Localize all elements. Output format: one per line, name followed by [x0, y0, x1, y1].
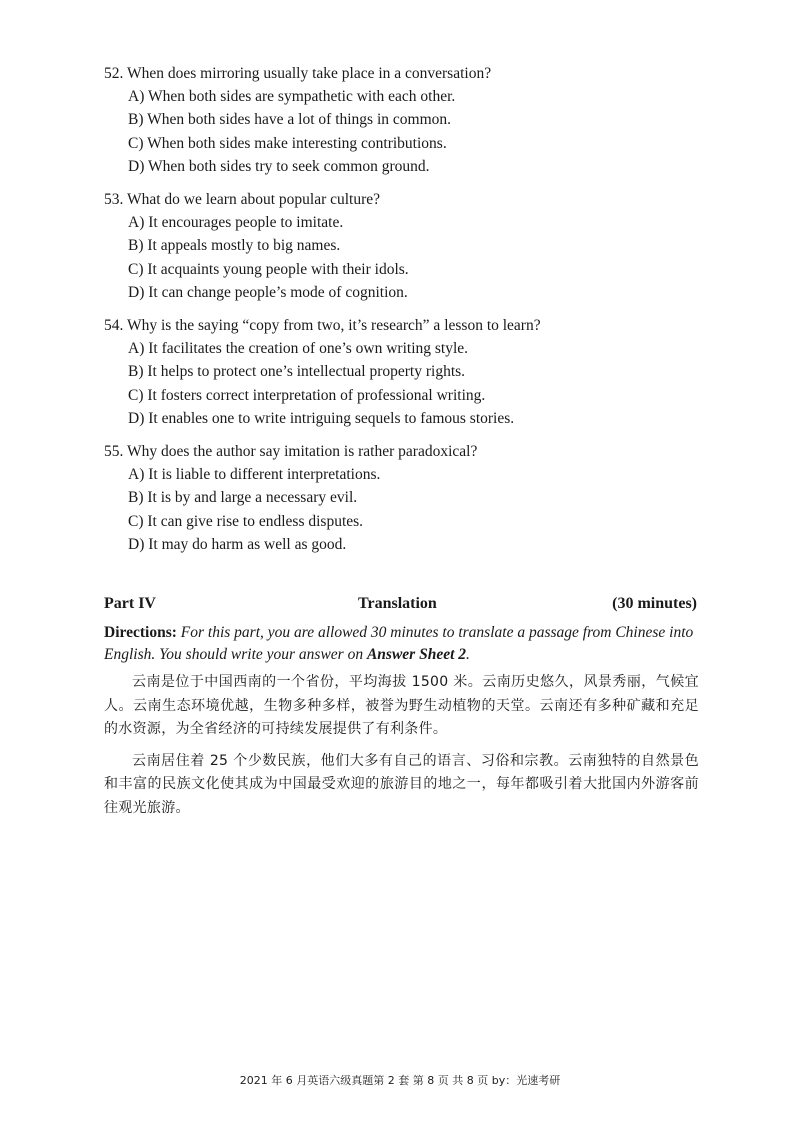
passage-paragraph-1: 云南是位于中国西南的一个省份，平均海拔 1500 米。云南历史悠久，风景秀丽，气候宜人。云南生态环境优越，生物多种多样，被誉为野生动植物的天堂。云南还有多种矿藏和充足的水资源，为全省经济的可持续发展提供了有利条件。 [104, 674, 699, 737]
option-a: A) It encourages people to imitate. [128, 214, 344, 232]
option-b: B) It appeals mostly to big names. [128, 237, 341, 255]
answer-sheet-name: Answer Sheet 2 [366, 646, 467, 663]
option-b: B) It helps to protect one’s intellectual property rights. [128, 363, 466, 381]
option-a: A) When both sides are sympathetic with each other. [128, 88, 456, 106]
translation-passage [104, 671, 699, 828]
directions-text: For this part, you are allowed 30 minutes to translate a passage from Chinese into English. You should write your answer on [104, 624, 694, 663]
option-d: D) It enables one to write intriguing sequels to famous stories. [128, 409, 515, 427]
question-stem: 52. When does mirroring usually take place in a conversation? [104, 65, 492, 82]
question-stem: 55. Why does the author say imitation is rather paradoxical? [104, 443, 478, 461]
part-title: Translation [358, 595, 437, 612]
option-d: D) When both sides try to seek common ground. [128, 157, 430, 175]
option-c: C) It fosters correct interpretation of professional writing. [128, 386, 486, 404]
option-d: D) It may do harm as well as good. [128, 535, 347, 553]
question-stem: 53. What do we learn about popular culture? [104, 191, 381, 209]
question-55 [104, 440, 704, 556]
question-54 [104, 314, 704, 430]
directions-label: Directions: [104, 624, 177, 641]
question-52 [104, 62, 704, 178]
option-d: D) It can change people’s mode of cognition. [128, 283, 408, 301]
passage-paragraph-2: 云南居住着 25 个少数民族，他们大多有自己的语言、习俗和宗教。云南独特的自然景色和丰富的民族文化使其成为中国最受欢迎的旅游目的地之一，每年都吸引着大批国内外游客前往观光旅游。 [104, 752, 699, 816]
option-b: B) It is by and large a necessary evil. [128, 489, 358, 507]
directions-end: . [466, 646, 470, 663]
question-list [104, 62, 704, 566]
question-stem: 54. Why is the saying “copy from two, it’s research” a lesson to learn? [104, 317, 541, 335]
option-c: C) It acquaints young people with their idols. [128, 260, 409, 278]
option-a: A) It is liable to different interpretations. [128, 466, 381, 484]
option-c: C) It can give rise to endless disputes. [128, 512, 364, 530]
option-a: A) It facilitates the creation of one’s own writing style. [128, 340, 469, 358]
question-53 [104, 188, 704, 304]
part-time: (30 minutes) [612, 595, 697, 612]
part-label: Part IV [104, 595, 156, 612]
page-footer: 2021 年 6 月英语六级真题第 2 套 第 8 页 共 8 页 by：光速考研 [239, 1074, 561, 1087]
directions [104, 622, 699, 666]
part-header [104, 595, 697, 617]
option-b: B) When both sides have a lot of things in common. [128, 111, 452, 129]
option-c: C) When both sides make interesting contributions. [128, 134, 447, 152]
